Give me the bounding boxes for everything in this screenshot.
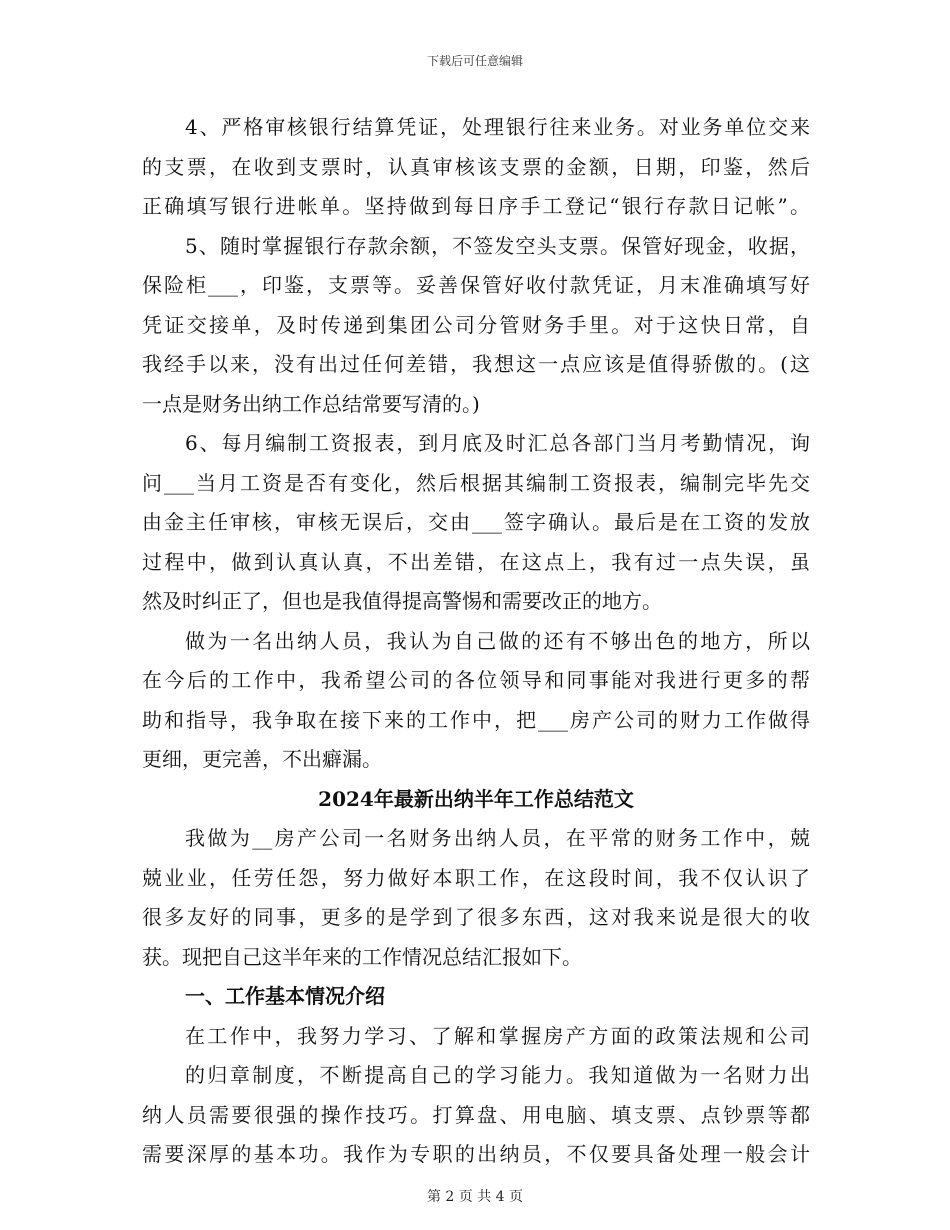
text-line: 更细，更完善，不出癖漏。	[142, 747, 382, 771]
document-title: 2024年最新出纳半年工作总结范文	[318, 786, 634, 811]
page-header: 下载后可任意编辑	[426, 54, 523, 68]
text-line: 在今后的工作中，我希望公司的各位领导和同事能对我进行更多的帮	[142, 668, 810, 692]
text-line: 正确填写银行进帐单。坚持做到每日序手工登记“银行存款日记帐”。	[142, 194, 810, 218]
text-line: 凭证交接单，及时传递到集团公司分管财务手里。对于这快日常，自	[142, 312, 810, 337]
text-line: 获。现把自己这半年来的工作情况总结汇报如下。	[142, 944, 582, 969]
document-body	[142, 108, 810, 1175]
text-line: 保险柜___，印鉴，支票等。妥善保管好收付款凭证，月末准确填写好	[142, 273, 810, 297]
text-line: 做为一名出纳人员，我认为自己做的还有不够出色的地方，所以	[185, 628, 810, 653]
text-line: 兢业业，任劳任怨，努力做好本职工作，在这段时间，我不仅认识了	[142, 865, 810, 890]
text-line: 的归章制度，不断提高自己的学习能力。我知道做为一名财力出	[185, 1063, 810, 1087]
text-line: 过程中，做到认真认真，不出差错，在这点上，我有过一点失误，虽	[142, 549, 810, 574]
text-line: 纳人员需要很强的操作技巧。打算盘、用电脑、填支票、点钞票等都	[142, 1102, 810, 1127]
text-line: 很多友好的同事，更多的是学到了很多东西，这对我来说是很大的收	[142, 905, 810, 929]
text-line: 4、严格审核银行结算凭证，处理银行往来业务。对业务单位交来	[185, 115, 810, 139]
text-line: 6、每月编制工资报表，到月底及时汇总各部门当月考勤情况，询	[185, 431, 810, 455]
text-line: 5、随时掌握银行存款余额，不签发空头支票。保管好现金，收据，	[185, 233, 810, 258]
text-line: 我经手以来，没有出过任何差错，我想这一点应该是值得骄傲的。(这	[142, 352, 810, 376]
text-line: 问___当月工资是否有变化，然后根据其编制工资报表，编制完毕先交	[142, 470, 810, 495]
text-line: 我做为__房产公司一名财务出纳人员，在平常的财务工作中，兢	[185, 826, 810, 850]
text-line: 的支票，在收到支票时，认真审核该支票的金额，日期，印鉴，然后	[142, 154, 810, 179]
text-line: 在工作中，我努力学习、了解和掌握房产方面的政策法规和公司	[185, 1023, 810, 1048]
page-footer: 第 2 页 共 4 页	[426, 1189, 524, 1205]
section-heading: 一、工作基本情况介绍	[185, 984, 385, 1008]
text-line: 由金主任审核，审核无误后，交由___签字确认。最后是在工资的发放	[142, 510, 810, 534]
text-line: 然及时纠正了，但也是我值得提高警惕和需要改正的地方。	[142, 589, 662, 613]
text-line: 一点是财务出纳工作总结常要写清的。)	[142, 391, 480, 416]
text-line: 助和指导，我争取在接下来的工作中，把___房产公司的财力工作做得	[142, 707, 810, 732]
text-line: 需要深厚的基本功。我作为专职的出纳员，不仅要具备处理一般会计	[142, 1142, 810, 1166]
